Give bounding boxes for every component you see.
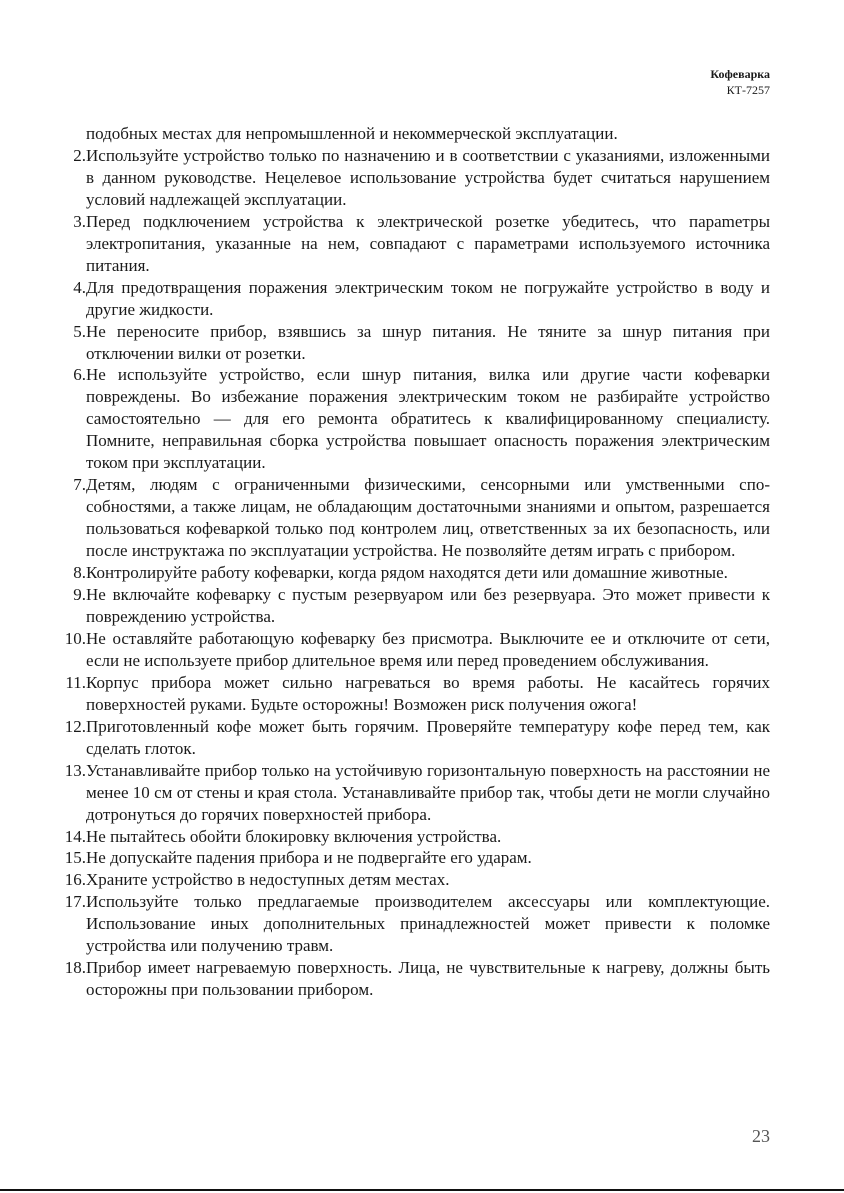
list-item (52, 584, 770, 628)
list-item-number-text: 3. (73, 211, 86, 231)
continuation-text: подобных местах для непромышленной и некоммерческой эксплуатации. (86, 124, 618, 143)
list-item (52, 562, 770, 584)
list-item (52, 364, 770, 474)
page-header (710, 66, 770, 98)
list-item-number-text: 5. (73, 321, 86, 341)
list-item-number-text: 10. (64, 628, 86, 648)
list-item-number-text: 15. (64, 848, 86, 868)
list-item-number-text: 8. (73, 563, 86, 583)
list-item-number-text: 11. (65, 672, 86, 692)
list-item-number (52, 628, 86, 672)
list-item (52, 474, 770, 562)
list-item (52, 321, 770, 365)
list-item-number-text: 17. (64, 892, 86, 912)
list-item-number-text: 12. (64, 716, 86, 736)
list-item (52, 716, 770, 760)
list-item-text: Приготовленный кофе может быть горячим. Проверяйте температуру кофе перед тем, как сделать глоток. (86, 716, 770, 758)
list-item-number (52, 562, 86, 584)
list-item-number (52, 211, 86, 277)
list-item (52, 760, 770, 826)
list-item-number (52, 957, 86, 1001)
page-number: 23 (752, 1126, 770, 1146)
header-model-number: КТ-7257 (726, 83, 770, 97)
list-item-text: Используйте только предлагаемые производителем аксессуары или комплектующие. Использование иных дополнительных принадлежностей может привести к поломке устройства или получению травм. (86, 892, 770, 956)
list-item-number (52, 364, 86, 474)
list-item (52, 847, 770, 869)
list-item (52, 145, 770, 211)
list-item (52, 826, 770, 848)
list-item-number (52, 760, 86, 826)
list-item-number (52, 145, 86, 211)
list-item-text: Для предотвращения поражения электрическим током не погружайте устройство в воду и другие жидкости. (86, 277, 770, 319)
list-item-number-text: 4. (73, 277, 86, 297)
list-item-text: Используйте устройство только по назначению и в соответствии с указаниями, изложенными в данном руководстве. Нецелевое использование устройства будет считаться нарушением условий надлежащей эксплуатации. (86, 145, 770, 209)
list-item-number-text: 9. (73, 585, 86, 605)
list-item-text: Устанавливайте прибор только на устойчивую горизонтальную поверхность на расстоянии не менее 10 см от стены и края стола. Устанавливайте прибор так, чтобы дети не могли случайно дотронуться до горячих поверхностей прибора. (86, 760, 770, 824)
list-item (52, 211, 770, 277)
list-item-number (52, 826, 86, 848)
list-item-text: Не используйте устройство, если шнур питания, вилка или другие части кофеварки повреждены. Во избежание поражения электрическим током не разбирайте устройство самостоятельно — для его ремонта обратитесь к квалифицированному специалисту. Помните, неправильная сборка устройства повышает опасность поражения электрическим током при эксплуатации. (86, 365, 770, 473)
list-item-number (52, 277, 86, 321)
list-item-text: Перед подключением устройства к электрической розетке убедитесь, что параmетры электропитания, указанные на нем, совпадают с параметрами используемого источника питания. (86, 211, 770, 275)
list-item-text: Не включайте кофеварку с пустым резервуаром или без резервуара. Это может привести к повреждению устройства. (86, 585, 770, 626)
list-item-number (52, 716, 86, 760)
list-item-text: Не оставляйте работающую кофеварку без присмотра. Выключите ее и отключите от сети, если не используете прибор длительное время или перед проведением обслуживания. (86, 628, 770, 670)
instructions-body (52, 123, 770, 1001)
list-item-number-text: 16. (64, 870, 86, 890)
list-item-text: Не допускайте падения прибора и не подвергайте его ударам. (86, 848, 532, 868)
list-item (52, 277, 770, 321)
list-item-number (52, 321, 86, 365)
list-item-number-text: 18. (64, 958, 86, 978)
list-item-text: Прибор имеет нагреваемую поверхность. Лица, не чувствительные к нагреву, должны быть осторожны при пользовании прибором. (86, 958, 770, 1000)
safety-instructions-list (52, 145, 770, 1001)
list-item (52, 672, 770, 716)
list-item (52, 957, 770, 1001)
list-item-text: Храните устройство в недоступных детям местах. (86, 870, 450, 890)
list-item-number (52, 584, 86, 628)
list-item-number-text: 6. (73, 365, 86, 385)
list-item-text: Не пытайтесь обойти блокировку включения устройства. (86, 826, 502, 846)
list-item-number-text: 2. (73, 145, 86, 165)
list-item-number-text: 13. (64, 760, 86, 780)
header-product-name: Кофеварка (710, 67, 770, 81)
list-item-number (52, 672, 86, 716)
list-item-number-text: 14. (64, 826, 86, 846)
list-item-number (52, 474, 86, 562)
list-item (52, 891, 770, 957)
list-item-number (52, 869, 86, 891)
list-item-text: Корпус прибора может сильно нагреваться во время работы. Не касайтесь горячих поверхностей руками. Будьте осторожны! Возможен риск получения ожога! (86, 672, 770, 714)
list-item-number (52, 891, 86, 957)
list-item (52, 869, 770, 891)
bottom-divider (0, 1189, 844, 1191)
list-item-text: Не переносите прибор, взявшись за шнур питания. Не тяните за шнур питания при отключении вилки от розетки. (86, 321, 770, 363)
list-item-text: Контролируйте работу кофеварки, когда рядом находятся дети или домашние животные. (86, 563, 728, 583)
list-item-number (52, 847, 86, 869)
list-item-text: Детям, людям с ограниченными физическими, сенсорными или умственными способностями, а также лицам, не обладающим достаточными знаниями и опытом, разрешается пользоваться кофеваркой только под контролем лиц, ответственных за их безопасность, или после инструктажа по эксплуатации устройства. Не позволяйте детям играть с прибором. (86, 475, 770, 561)
list-item-number-text: 7. (73, 475, 86, 495)
list-item (52, 628, 770, 672)
